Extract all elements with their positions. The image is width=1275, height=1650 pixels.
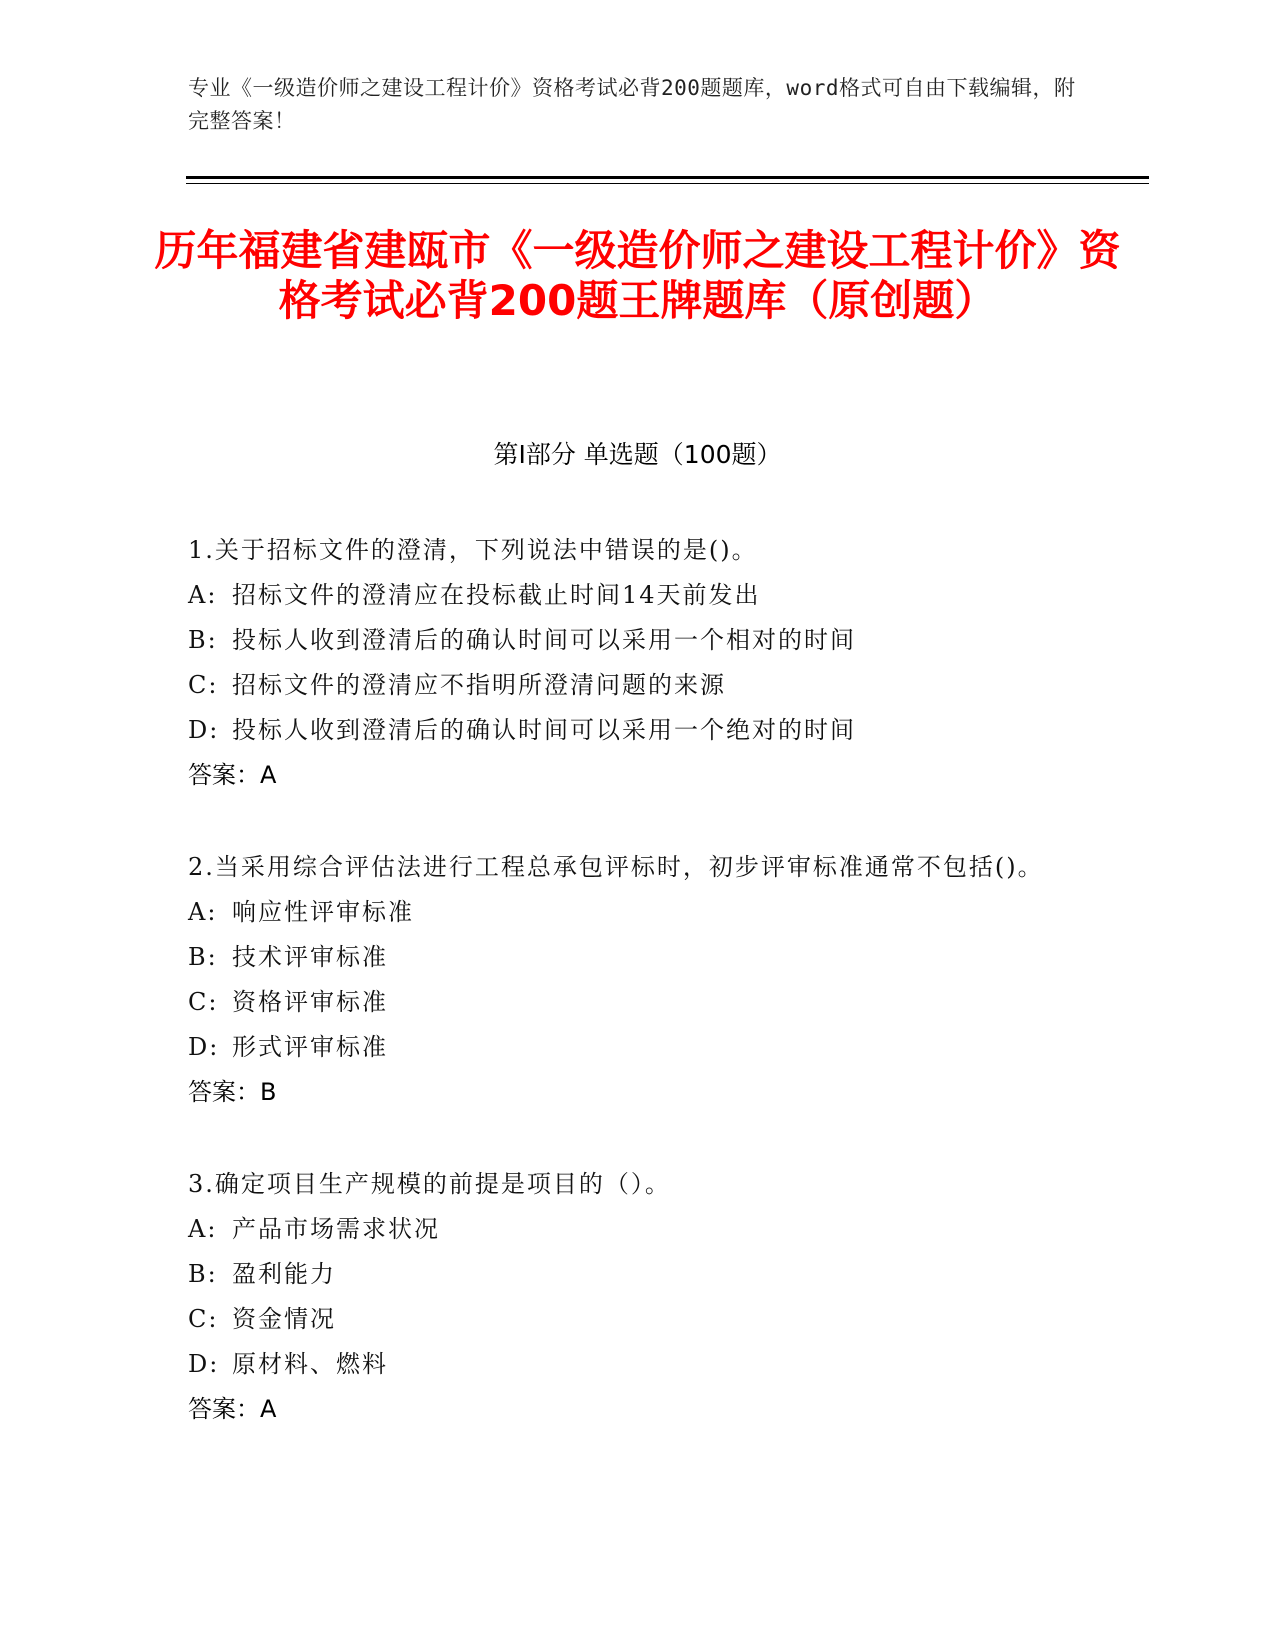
option-key: B: <box>188 943 218 971</box>
option-text: 招标文件的澄清应在投标截止时间14天前发出 <box>232 581 761 609</box>
option-c <box>188 663 1068 708</box>
option-key: A: <box>188 898 218 926</box>
option-text: 资金情况 <box>232 1305 336 1333</box>
option-b <box>188 935 1068 980</box>
option-text: 形式评审标准 <box>232 1033 388 1061</box>
option-d <box>188 1025 1068 1070</box>
question-3 <box>188 1162 1068 1432</box>
question-answer: 答案：A <box>188 761 277 789</box>
document-title: 历年福建省建瓯市《一级造价师之建设工程计价》资格考试必背200题王牌题库（原创题） <box>154 226 1121 325</box>
option-a <box>188 890 1068 935</box>
option-key: B: <box>188 626 218 654</box>
question-2 <box>188 845 1068 1115</box>
option-key: C: <box>188 988 219 1016</box>
option-a <box>188 573 1068 618</box>
option-text: 原材料、燃料 <box>232 1350 388 1378</box>
option-text: 产品市场需求状况 <box>232 1215 440 1243</box>
header-note: 专业《一级造价师之建设工程计价》资格考试必背200题题库，word格式可自由下载编辑，附完整答案！ <box>188 76 1076 133</box>
option-key: C: <box>188 671 219 699</box>
option-text: 响应性评审标准 <box>232 898 414 926</box>
question-1 <box>188 528 1068 798</box>
option-key: D: <box>188 716 220 744</box>
option-d <box>188 1342 1068 1387</box>
header-divider-thick <box>186 176 1149 179</box>
section-title: 第Ⅰ部分 单选题（100题） <box>493 440 782 469</box>
option-c <box>188 1297 1068 1342</box>
question-stem: 2.当采用综合评估法进行工程总承包评标时，初步评审标准通常不包括()。 <box>188 853 1044 881</box>
option-key: C: <box>188 1305 219 1333</box>
question-answer: 答案：B <box>188 1078 277 1106</box>
option-text: 投标人收到澄清后的确认时间可以采用一个绝对的时间 <box>232 716 856 744</box>
option-text: 招标文件的澄清应不指明所澄清问题的来源 <box>232 671 726 699</box>
option-text: 资格评审标准 <box>232 988 388 1016</box>
option-d <box>188 708 1068 753</box>
option-key: A: <box>188 581 218 609</box>
option-a <box>188 1207 1068 1252</box>
question-list <box>188 528 1068 1479</box>
question-stem: 3.确定项目生产规模的前提是项目的（）。 <box>188 1170 671 1198</box>
option-text: 盈利能力 <box>232 1260 336 1288</box>
question-stem: 1.关于招标文件的澄清，下列说法中错误的是()。 <box>188 536 758 564</box>
option-b <box>188 1252 1068 1297</box>
option-key: D: <box>188 1350 220 1378</box>
option-c <box>188 980 1068 1025</box>
option-key: A: <box>188 1215 218 1243</box>
question-answer: 答案：A <box>188 1395 277 1423</box>
option-text: 技术评审标准 <box>232 943 388 971</box>
option-key: D: <box>188 1033 220 1061</box>
option-text: 投标人收到澄清后的确认时间可以采用一个相对的时间 <box>232 626 856 654</box>
header-divider-thin <box>186 183 1149 184</box>
option-b <box>188 618 1068 663</box>
option-key: B: <box>188 1260 218 1288</box>
